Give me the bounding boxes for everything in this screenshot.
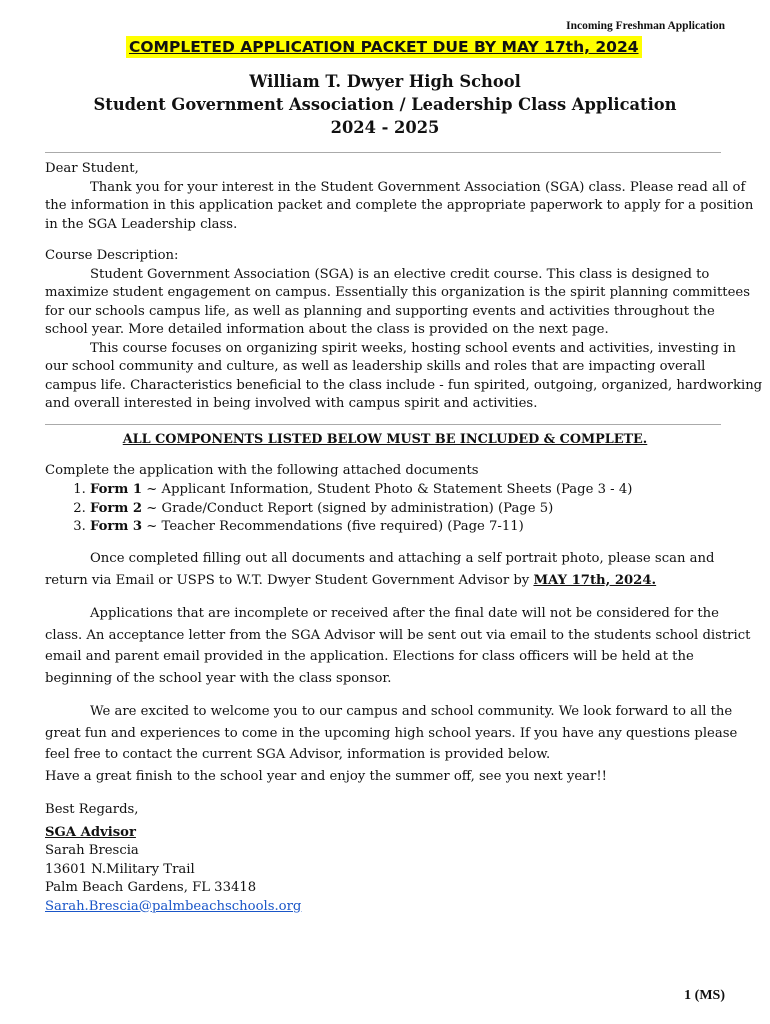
program-title: Student Government Association / Leadership Class Application [93, 95, 677, 114]
welcome-line: feel free to contact the current SGA Advisor, information is provided below. [45, 747, 551, 762]
street-address: 13601 N.Military Trail [45, 861, 195, 877]
school-name: William T. Dwyer High School [249, 72, 521, 91]
course-line: and overall interested in being involved with campus spirit and activities. [45, 396, 538, 411]
components-heading: ALL COMPONENTS LISTED BELOW MUST BE INCLUDED & COMPLETE. [122, 432, 648, 447]
acceptance-line: Applications that are incomplete or received after the final date will not be considered for the [90, 606, 719, 621]
welcome-line: great fun and experiences to come in the upcoming high school years. If you have any questions please [45, 725, 738, 741]
list-item [90, 481, 632, 500]
course-line: maximize student engagement on campus. Essentially this organization is the spirit planning committees [45, 285, 750, 300]
acceptance-line: email and parent email provided in the application. Elections for class officers will be held at the [45, 649, 694, 664]
submission-paragraph [45, 548, 730, 591]
submission-line [45, 570, 730, 592]
form-description: ~ Applicant Information, Student Photo & Statement Sheets (Page 3 - 4) [142, 482, 633, 497]
divider [45, 424, 721, 425]
closing: Best Regards, [45, 802, 139, 817]
title-block [0, 70, 770, 139]
course-line: our school community and culture, as well as leadership skills and roles that are impacting overall [45, 359, 706, 374]
school-year: 2024 - 2025 [330, 118, 440, 137]
corner-label: Incoming Freshman Application [566, 20, 725, 32]
divider [45, 152, 721, 153]
intro-line: in the SGA Leadership class. [45, 216, 238, 232]
advisor-role: SGA Advisor [45, 824, 136, 840]
due-date-banner: COMPLETED APPLICATION PACKET DUE BY MAY 17th, 2024 [126, 36, 642, 58]
page-number: 1 (MS) [684, 988, 725, 1003]
form-description: ~ Teacher Recommendations (five required) (Page 7-11) [142, 519, 524, 534]
course-line: campus life. Characteristics beneficial to the class include - fun spirited, outgoing, organized, hardworking [45, 377, 763, 393]
deadline-date: MAY 17th, 2024. [533, 572, 657, 588]
submission-text: return via Email or USPS to W.T. Dwyer Student Government Advisor by [45, 572, 534, 588]
acceptance-line: class. An acceptance letter from the SGA Advisor will be sent out via email to the students school district [45, 627, 751, 643]
form-description: ~ Grade/Conduct Report (signed by administration) (Page 5) [142, 500, 554, 516]
advisor-name: Sarah Brescia [45, 843, 139, 858]
form-name: Form 3 [90, 519, 143, 534]
welcome-line: We are excited to welcome you to our campus and school community. We look forward to all the [90, 704, 733, 719]
course-line: This course focuses on organizing spirit weeks, hosting school events and activities, investing in [90, 340, 736, 356]
list-item [90, 500, 632, 519]
welcome-line: Have a great finish to the school year and enjoy the summer off, see you next year!! [45, 768, 607, 784]
acceptance-line: beginning of the school year with the class sponsor. [45, 670, 392, 686]
form-name: Form 2 [90, 500, 143, 516]
course-description [45, 247, 763, 414]
components-intro: Complete the application with the following attached documents [45, 463, 479, 478]
form-name: Form 1 [90, 482, 143, 497]
intro-section [45, 160, 754, 234]
course-line: Student Government Association (SGA) is an elective credit course. This class is designed to [90, 266, 710, 282]
course-line: for our schools campus life, as well as planning and supporting events and activities throughout the [45, 303, 715, 319]
welcome-paragraph [45, 701, 738, 787]
advisor-email-link[interactable]: Sarah.Brescia@palmbeachschools.org [45, 898, 302, 914]
city-state-zip: Palm Beach Gardens, FL 33418 [45, 880, 257, 895]
submission-line: Once completed filling out all documents and attaching a self portrait photo, please scan and [90, 551, 715, 566]
acceptance-paragraph [45, 603, 751, 689]
forms-list [45, 481, 632, 537]
course-heading: Course Description: [45, 248, 179, 263]
intro-line: Thank you for your interest in the Student Government Association (SGA) class. Please read all of [90, 179, 746, 195]
intro-line: the information in this application packet and complete the appropriate paperwork to apply for a position [45, 198, 754, 213]
salutation: Dear Student, [45, 161, 139, 176]
course-line: school year. More detailed information about the class is provided on the next page. [45, 322, 609, 337]
list-item [90, 518, 632, 537]
signature-block [45, 801, 730, 916]
